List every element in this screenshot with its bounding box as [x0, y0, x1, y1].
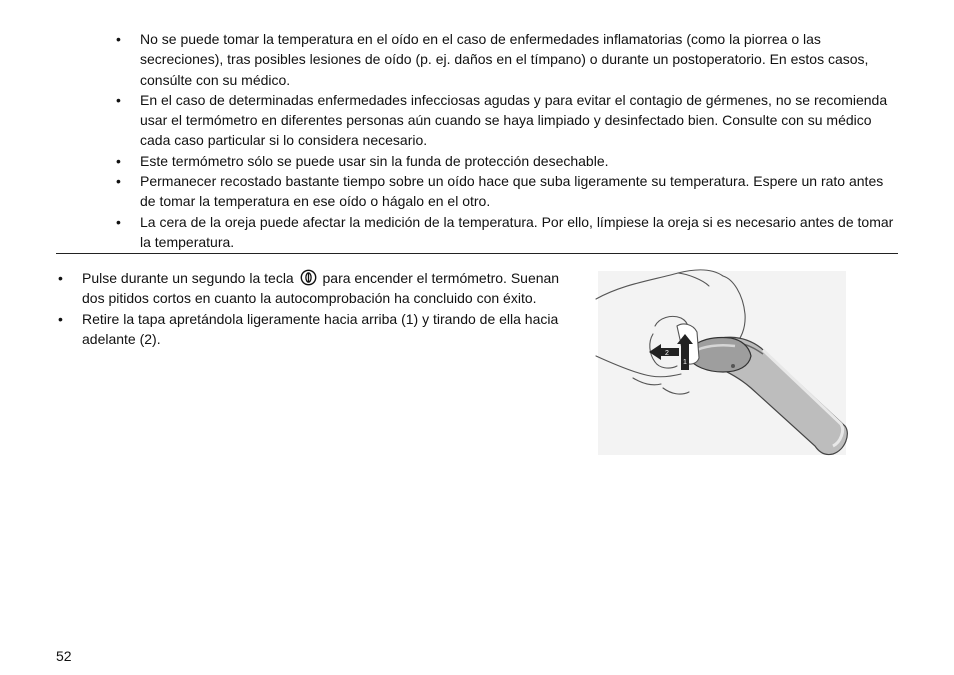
- list-item: [116, 151, 900, 171]
- list-item: [58, 309, 582, 350]
- list-item: [116, 90, 900, 151]
- bullet: •: [116, 91, 121, 108]
- step-text: Retire la tapa apretándola ligeramente hacia arriba (1) y tirando de ella hacia adelante (2).: [82, 310, 559, 347]
- precaution-text: En el caso de determinadas enfermedades infecciosas agudas y para evitar el contagio de gérmenes, no se recomienda usar el termómetro en diferentes personas aún cuando se haya limpiado y desinfectado bien. Consulte con su médico cada caso particular si lo considera necesario.: [140, 91, 888, 149]
- list-item: [116, 29, 900, 90]
- bullet: •: [58, 270, 63, 286]
- instructions-list: [58, 268, 582, 349]
- bullet: •: [116, 173, 121, 190]
- step-text-start: Pulse durante un segundo la tecla: [82, 270, 294, 286]
- list-item: [58, 268, 582, 309]
- thermometer-cap-removal-illustration: [593, 266, 851, 460]
- section-divider: [56, 253, 898, 254]
- power-button-icon: [300, 269, 317, 286]
- page-number: 52: [56, 648, 72, 664]
- list-item: [116, 171, 900, 212]
- step-text-end: para encender el termómetro. Suenan dos pitidos cortos en cuanto la autocomprobación ha concluido con éxito.: [82, 270, 560, 307]
- list-item: [116, 212, 900, 253]
- precaution-text: Este termómetro sólo se puede usar sin la funda de protección desechable.: [140, 152, 609, 169]
- precaution-text: Permanecer recostado bastante tiempo sobre un oído hace que suba ligeramente su temperatura. Espere un rato antes de tomar la temperatura en ese oído o hágalo en el otro.: [140, 173, 884, 210]
- arrow-label-1: 1: [683, 359, 687, 366]
- bullet: •: [58, 310, 63, 327]
- bullet: •: [116, 31, 121, 47]
- precaution-text: La cera de la oreja puede afectar la medición de la temperatura. Por ello, límpiese la oreja si es necesario antes de tomar la temperatura.: [140, 213, 894, 250]
- arrow-label-2: 2: [665, 350, 669, 357]
- precaution-text: No se puede tomar la temperatura en el oído en el caso de enfermedades inflamatorias (como la piorrea o las secreciones), tras posibles lesiones de oído (p. ej. daños en el tímpano) o durante un postoperatorio. En estos casos, consúlte con su médico.: [140, 31, 869, 88]
- bullet: •: [116, 152, 121, 169]
- precautions-list: [116, 29, 900, 252]
- bullet: •: [116, 213, 121, 230]
